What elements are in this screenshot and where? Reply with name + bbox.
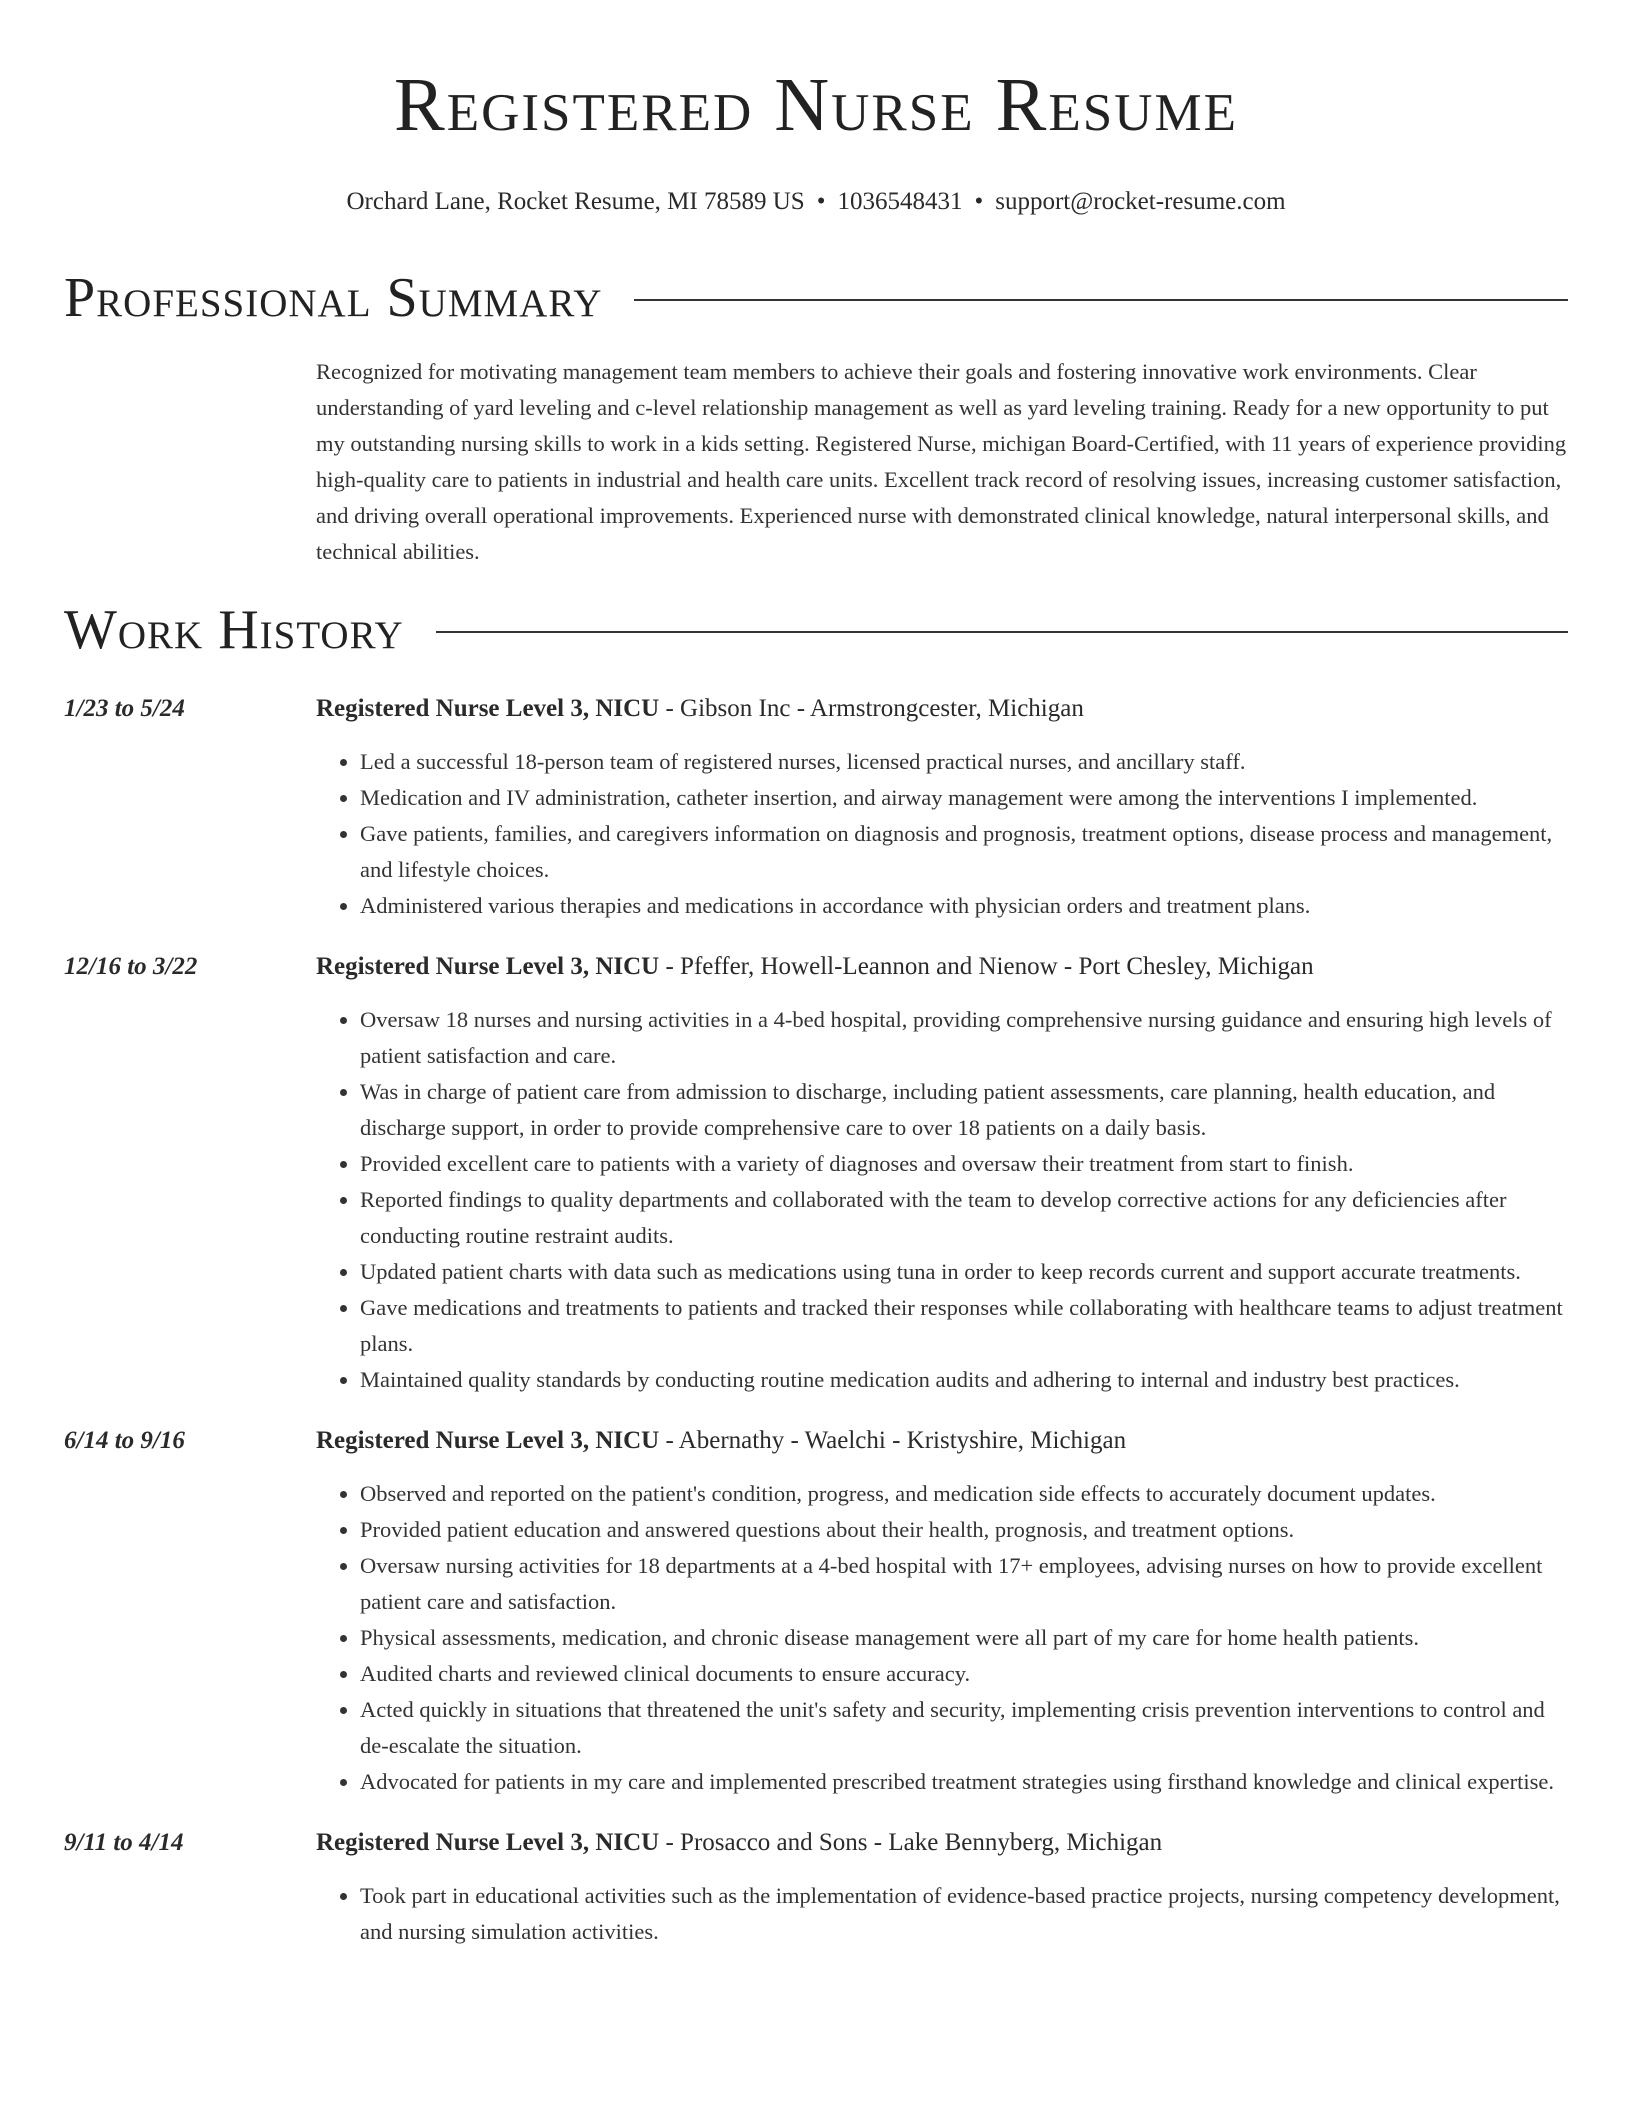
job-employer-location: - Abernathy - Waelchi - Kristyshire, Michigan bbox=[659, 1427, 1127, 1454]
job-bullet: • Physical assessments, medication, and chronic disease management were all part of my care for home health patients. bbox=[360, 1620, 1568, 1656]
job-bullet: • Led a successful 18-person team of registered nurses, licensed practical nurses, and ancillary staff. bbox=[360, 744, 1568, 780]
job-bullet: • Administered various therapies and medications in accordance with physician orders and treatment plans. bbox=[360, 888, 1568, 924]
job-title: Registered Nurse Level 3, NICU bbox=[316, 1829, 660, 1856]
job-entry bbox=[64, 950, 1568, 1398]
job-bullet: • Was in charge of patient care from admission to discharge, including patient assessments, care planning, health education, and discharge support, in order to provide comprehensive care to over 18 patients on a daily basis. bbox=[360, 1074, 1568, 1146]
job-dates: 1/23 to 5/24 bbox=[64, 695, 185, 722]
job-bullet-list bbox=[316, 744, 1568, 924]
section-divider bbox=[634, 299, 1568, 301]
contact-email: support@rocket-resume.com bbox=[995, 188, 1286, 215]
job-bullet: • Medication and IV administration, catheter insertion, and airway management were among the interventions I implemented. bbox=[360, 780, 1568, 816]
job-bullet-list bbox=[316, 1476, 1568, 1800]
job-bullet: • Reported findings to quality departments and collaborated with the team to develop corrective actions for any deficiencies after conducting routine restraint audits. bbox=[360, 1182, 1568, 1254]
job-bullet: • Observed and reported on the patient's condition, progress, and medication side effects to accurately document updates. bbox=[360, 1476, 1568, 1512]
job-bullet: • Gave medications and treatments to patients and tracked their responses while collaborating with healthcare teams to adjust treatment plans. bbox=[360, 1290, 1568, 1362]
contact-phone: 1036548431 bbox=[837, 188, 963, 215]
job-employer-location: - Gibson Inc - Armstrongcester, Michigan bbox=[659, 695, 1084, 722]
job-bullet: • Acted quickly in situations that threatened the unit's safety and security, implementing crisis prevention interventions to control and de-escalate the situation. bbox=[360, 1692, 1568, 1764]
job-list bbox=[64, 692, 1568, 1950]
job-title: Registered Nurse Level 3, NICU bbox=[316, 695, 660, 722]
contact-separator: • bbox=[816, 188, 826, 215]
job-dates: 6/14 to 9/16 bbox=[64, 1427, 185, 1454]
job-title: Registered Nurse Level 3, NICU bbox=[316, 1427, 660, 1454]
job-dates: 9/11 to 4/14 bbox=[64, 1829, 184, 1856]
job-bullet: • Provided patient education and answered questions about their health, prognosis, and treatment options. bbox=[360, 1512, 1568, 1548]
job-bullet: • Gave patients, families, and caregivers information on diagnosis and prognosis, treatment options, disease process and management, and lifestyle choices. bbox=[360, 816, 1568, 888]
job-bullet: • Advocated for patients in my care and implemented prescribed treatment strategies using firsthand knowledge and clinical expertise. bbox=[360, 1764, 1568, 1800]
job-entry bbox=[64, 692, 1568, 924]
job-bullet-list bbox=[316, 1002, 1568, 1398]
job-bullet: • Oversaw 18 nurses and nursing activities in a 4-bed hospital, providing comprehensive nursing guidance and ensuring high levels of patient satisfaction and care. bbox=[360, 1002, 1568, 1074]
job-bullet-list bbox=[316, 1878, 1568, 1950]
job-header bbox=[316, 1826, 1568, 1860]
job-bullet: • Updated patient charts with data such as medications using tuna in order to keep records current and support accurate treatments. bbox=[360, 1254, 1568, 1290]
job-employer-location: - Pfeffer, Howell-Leannon and Nienow - Port Chesley, Michigan bbox=[659, 953, 1314, 980]
summary-heading: Professional Summary bbox=[64, 267, 603, 329]
job-bullet: • Audited charts and reviewed clinical documents to ensure accuracy. bbox=[360, 1656, 1568, 1692]
job-bullet: • Took part in educational activities such as the implementation of evidence-based practice projects, nursing competency development, and nursing simulation activities. bbox=[360, 1878, 1568, 1950]
contact-line bbox=[64, 186, 1568, 218]
job-entry bbox=[64, 1424, 1568, 1800]
summary-section-header bbox=[64, 268, 1568, 328]
job-entry bbox=[64, 1826, 1568, 1950]
job-header bbox=[316, 1424, 1568, 1458]
job-body bbox=[316, 1826, 1568, 1950]
resume-title: Registered Nurse Resume bbox=[394, 63, 1238, 147]
job-body bbox=[316, 1424, 1568, 1800]
contact-address: Orchard Lane, Rocket Resume, MI 78589 US bbox=[346, 188, 805, 215]
job-dates: 12/16 to 3/22 bbox=[64, 953, 198, 980]
job-bullet: • Maintained quality standards by conducting routine medication audits and adhering to internal and industry best practices. bbox=[360, 1362, 1568, 1398]
job-header bbox=[316, 950, 1568, 984]
job-body bbox=[316, 692, 1568, 924]
work-section-header bbox=[64, 600, 1568, 660]
job-body bbox=[316, 950, 1568, 1398]
summary-text: Recognized for motivating management team members to achieve their goals and fostering innovative work environments. Clear understanding of yard leveling and c-level relationship management as well as yard leveling training. Ready for a new opportunity to put my outstanding nursing skills to work in a kids setting. Registered Nurse, michigan Board-Certified, with 11 years of experience providing high-quality care to patients in industrial and health care units. Excellent track record of resolving issues, increasing customer satisfaction, and driving overall operational improvements. Experienced nurse with demonstrated clinical knowledge, natural interpersonal skills, and technical abilities. bbox=[316, 359, 1567, 564]
job-header bbox=[316, 692, 1568, 726]
job-bullet: • Oversaw nursing activities for 18 departments at a 4-bed hospital with 17+ employees, advising nurses on how to provide excellent patient care and satisfaction. bbox=[360, 1548, 1568, 1620]
job-employer-location: - Prosacco and Sons - Lake Bennyberg, Michigan bbox=[659, 1829, 1163, 1856]
job-title: Registered Nurse Level 3, NICU bbox=[316, 953, 660, 980]
work-history-section bbox=[64, 600, 1568, 1950]
job-bullet: • Provided excellent care to patients with a variety of diagnoses and oversaw their treatment from start to finish. bbox=[360, 1146, 1568, 1182]
section-divider bbox=[436, 631, 1568, 633]
contact-separator: • bbox=[974, 188, 984, 215]
work-heading: Work History bbox=[64, 599, 404, 661]
